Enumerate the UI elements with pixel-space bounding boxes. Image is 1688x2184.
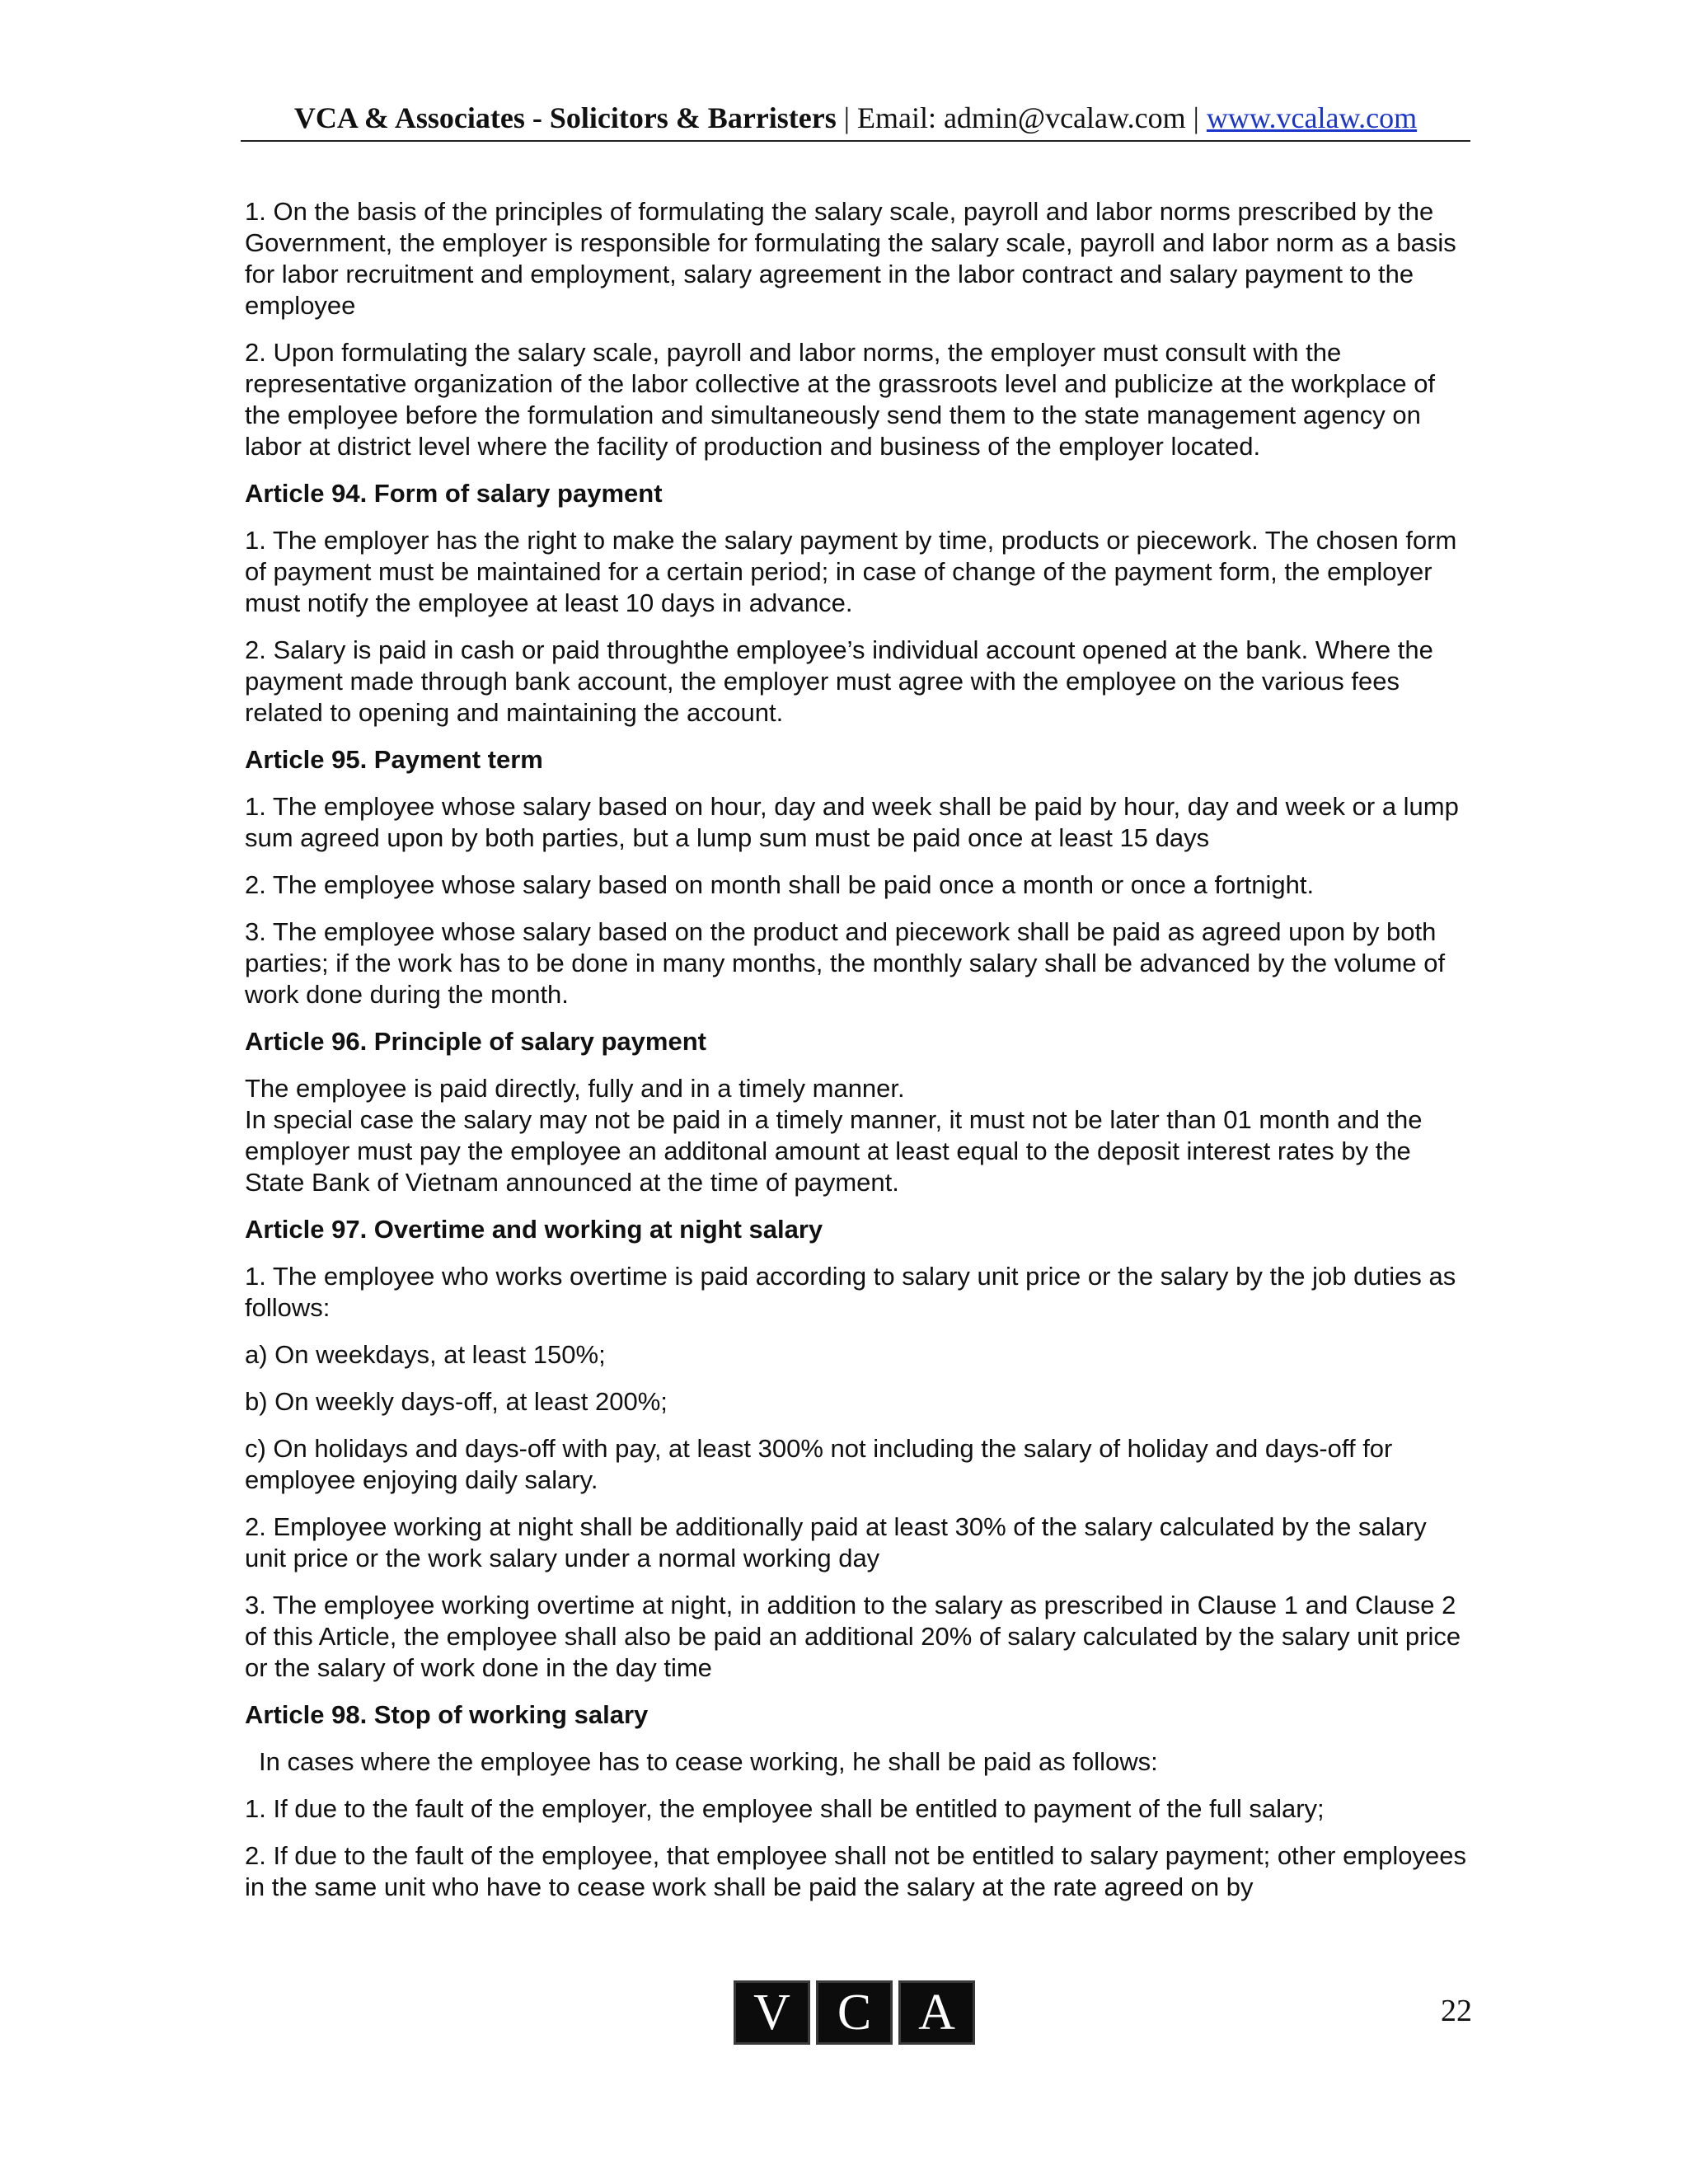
paragraph: 1. The employer has the right to make the salary payment by time, products or piecework. The chosen form of payment must be maintained for a certain period; in case of change of the payment form, the employer must notify the employee at least 10 days in advance. bbox=[245, 526, 1457, 617]
paragraph: 2. Salary is paid in cash or paid throughthe employee’s individual account opened at the bank. Where the payment made through bank account, the employer must agree with the employee on the various fees related to opening and maintaining the account. bbox=[245, 635, 1433, 727]
page-header bbox=[241, 96, 1470, 142]
logo-letter-a: A bbox=[898, 1980, 975, 2045]
paragraph: 3. The employee working overtime at night, in addition to the salary as prescribed in Clause 1 and Clause 2 of this Article, the employee shall also be paid an additional 20% of salary calculated by the salary unit price or the salary of work done in the day time bbox=[245, 1591, 1461, 1682]
paragraph: 2. If due to the fault of the employee, that employee shall not be entitled to salary payment; other employees in the same unit who have to cease work shall be paid the salary at the rate agreed on by bbox=[245, 1841, 1467, 1901]
paragraph: 2. The employee whose salary based on month shall be paid once a month or once a fortnight. bbox=[245, 870, 1315, 899]
article-98-heading: Article 98. Stop of working salary bbox=[245, 1700, 649, 1729]
document-body bbox=[245, 196, 1470, 1919]
paragraph: 2. Upon formulating the salary scale, payroll and labor norms, the employer must consult with the representative organization of the labor collective at the grassroots level and publicize at the workplace of the employee before the formulation and simultaneously send them to the state management agency on labor at district level where the facility of production and business of the employer located. bbox=[245, 338, 1436, 461]
header-separator: | bbox=[1185, 101, 1207, 134]
paragraph: In special case the salary may not be paid in a timely manner, it must not be later than 01 month and the employer must pay the employee an additonal amount at least equal to the deposit interest rates by the State Bank of Vietnam announced at the time of payment. bbox=[245, 1105, 1423, 1197]
paragraph: 3. The employee whose salary based on the product and piecework shall be paid as agreed upon by both parties; if the work has to be done in many months, the monthly salary shall be advanced by the volume of work done during the month. bbox=[245, 917, 1446, 1009]
logo-letter-c: C bbox=[816, 1980, 893, 2045]
logo-letter-v: V bbox=[734, 1980, 810, 2045]
header-email: Email: admin@vcalaw.com bbox=[856, 101, 1186, 134]
paragraph: In cases where the employee has to cease working, he shall be paid as follows: bbox=[259, 1747, 1158, 1776]
paragraph: 2. Employee working at night shall be additionally paid at least 30% of the salary calculated by the salary unit price or the work salary under a normal working day bbox=[245, 1512, 1427, 1572]
list-item: b) On weekly days-off, at least 200%; bbox=[245, 1387, 668, 1416]
list-item: a) On weekdays, at least 150%; bbox=[245, 1340, 606, 1369]
article-95-heading: Article 95. Payment term bbox=[245, 745, 543, 774]
paragraph: 1. The employee whose salary based on hour, day and week shall be paid by hour, day and week or a lump sum agreed upon by both parties, but a lump sum must be paid once at least 15 days bbox=[245, 792, 1459, 852]
list-item: c) On holidays and days-off with pay, at least 300% not including the salary of holiday and days-off for employee enjoying daily salary. bbox=[245, 1434, 1393, 1494]
paragraph: 1. If due to the fault of the employer, the employee shall be entitled to payment of the full salary; bbox=[245, 1794, 1325, 1823]
page-number: 22 bbox=[1441, 1994, 1472, 2028]
vca-logo bbox=[734, 1980, 975, 2045]
header-separator: | bbox=[836, 101, 857, 134]
website-link[interactable]: www.vcalaw.com bbox=[1206, 101, 1418, 134]
paragraph: 1. The employee who works overtime is paid according to salary unit price or the salary by the job duties as follows: bbox=[245, 1262, 1456, 1322]
article-94-heading: Article 94. Form of salary payment bbox=[245, 479, 663, 508]
article-97-heading: Article 97. Overtime and working at night salary bbox=[245, 1215, 823, 1244]
paragraph: The employee is paid directly, fully and in a timely manner. bbox=[245, 1074, 905, 1103]
paragraph: 1. On the basis of the principles of formulating the salary scale, payroll and labor norms prescribed by the Government, the employer is responsible for formulating the salary scale, payroll and labor norm as a basis for labor recruitment and employment, salary agreement in the labor contract and salary payment to the employee bbox=[245, 197, 1456, 320]
firm-name: VCA & Associates - Solicitors & Barristers bbox=[293, 101, 837, 134]
article-96-heading: Article 96. Principle of salary payment bbox=[245, 1027, 706, 1056]
